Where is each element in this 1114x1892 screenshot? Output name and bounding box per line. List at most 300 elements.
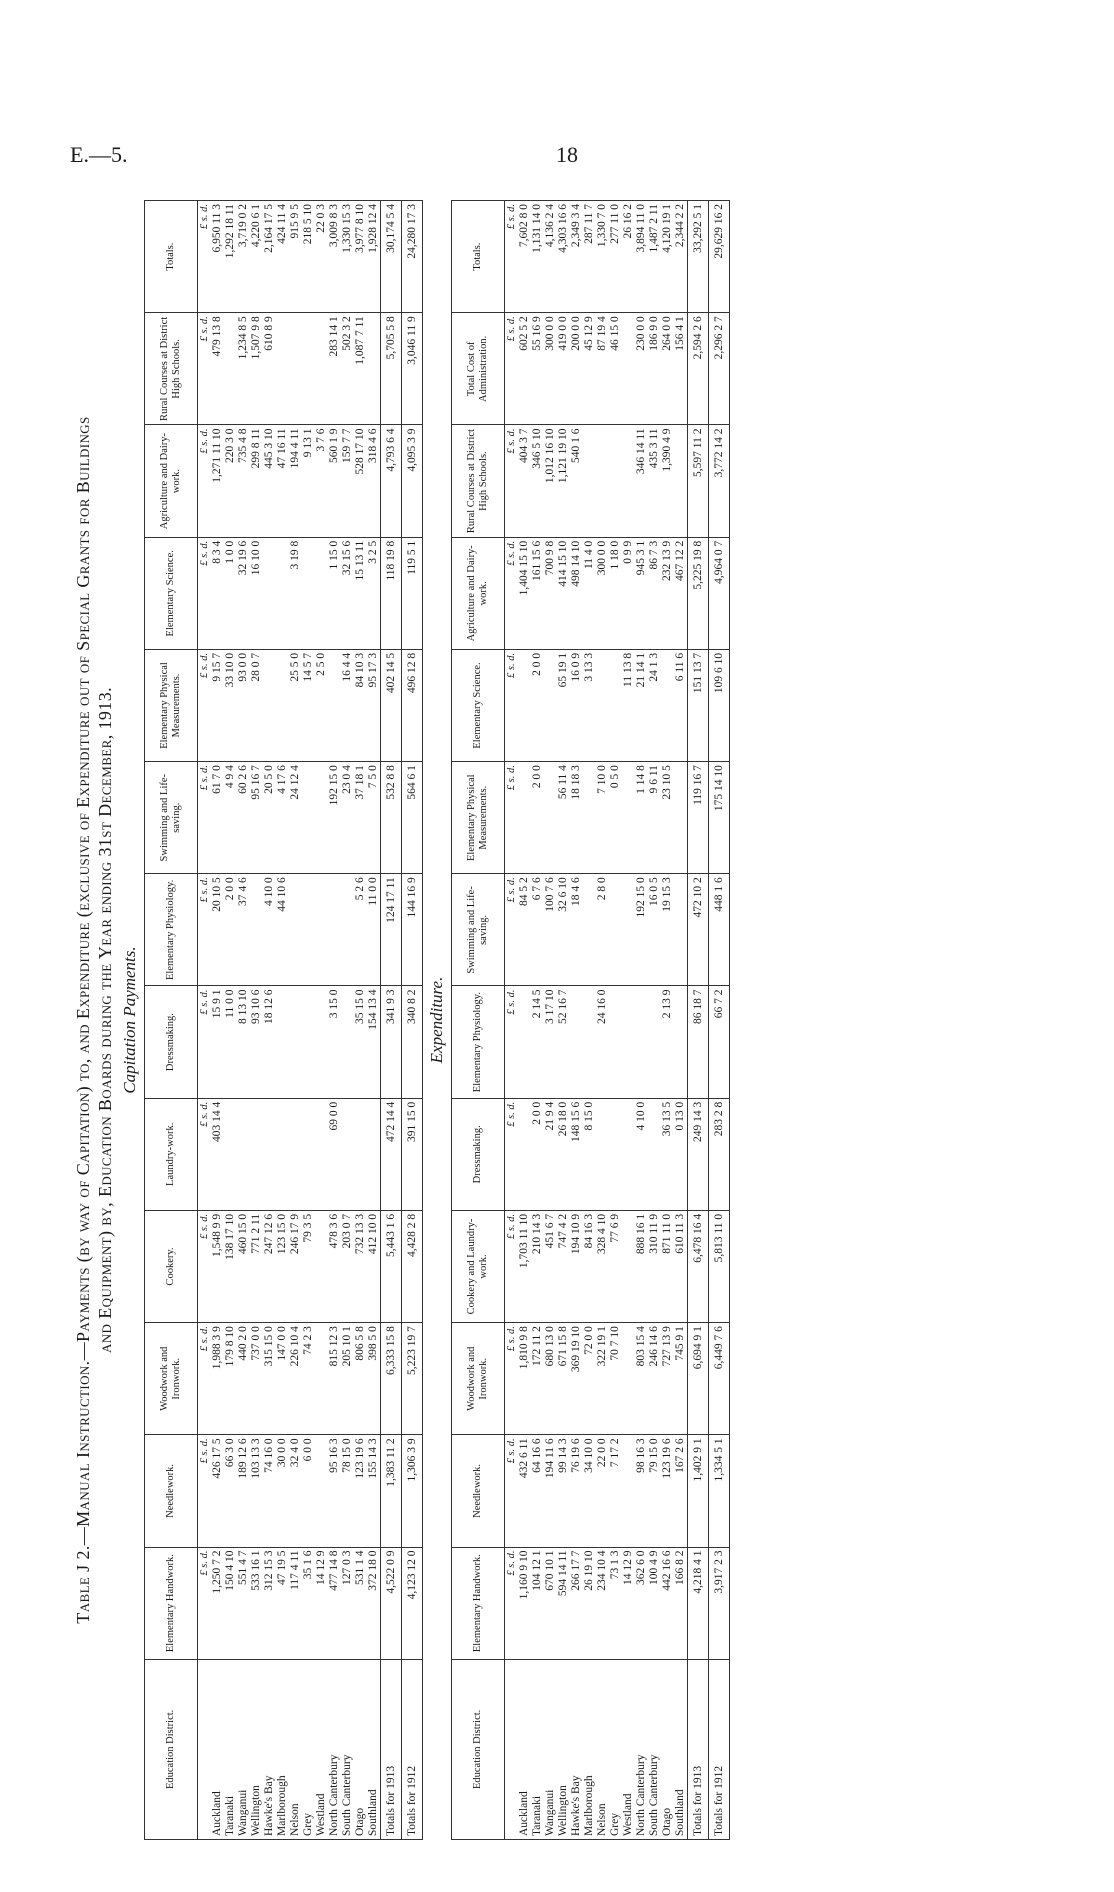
- total-cell: 5,223 19 7: [402, 1323, 423, 1435]
- table-row: [674, 201, 688, 1840]
- total-cell: 4,218 4 1: [688, 1547, 709, 1659]
- table-row: [250, 201, 263, 1840]
- title-line-1: Table J 2.—Manual Instruction.—Payments (by way of Capitation) to, and Expenditure (exclusive of Expenditure out of Special Grants for Buildings: [73, 416, 93, 1624]
- table-row: [315, 201, 328, 1840]
- amount-cell: 205 10 1: [341, 1323, 354, 1435]
- total-cell: 341 9 3: [381, 986, 402, 1098]
- column-header: Needlework.: [145, 1435, 198, 1547]
- amount-cell: [302, 313, 315, 425]
- amount-cell: 192 15 0: [328, 762, 341, 874]
- amount-cell: 3 15 0: [328, 986, 341, 1098]
- amount-cell: 1,292 18 11: [224, 201, 237, 313]
- amount-cell: 369 19 10: [570, 1323, 583, 1435]
- amount-cell: 32 15 6: [341, 537, 354, 649]
- totals-label: Totals for 1913: [688, 1659, 709, 1839]
- amount-cell: 24 1 3: [648, 649, 661, 761]
- table-row: [544, 201, 557, 1840]
- amount-cell: [674, 762, 688, 874]
- amount-cell: [674, 986, 688, 1098]
- unit-cell: £ s. d.: [198, 1323, 212, 1435]
- amount-cell: [263, 537, 276, 649]
- table-row: [609, 201, 622, 1840]
- amount-cell: 156 4 1: [674, 313, 688, 425]
- amount-cell: 148 15 6: [570, 1098, 583, 1210]
- unit-cell: £ s. d.: [505, 762, 519, 874]
- amount-cell: [609, 1098, 622, 1210]
- table-row: [570, 201, 583, 1840]
- amount-cell: 2 0 0: [531, 1098, 544, 1210]
- amount-cell: 277 11 0: [609, 201, 622, 313]
- district-name: Westland: [622, 1659, 635, 1839]
- unit-cell: £ s. d.: [198, 874, 212, 986]
- amount-cell: [583, 425, 596, 537]
- unit-row: [505, 201, 519, 1840]
- amount-cell: 33 10 0: [224, 649, 237, 761]
- district-name: Hawke's Bay: [570, 1659, 583, 1839]
- amount-cell: 445 3 10: [263, 425, 276, 537]
- total-cell: 4,095 3 9: [402, 425, 423, 537]
- district-name: Taranaki: [224, 1659, 237, 1839]
- amount-cell: 35 1 6: [302, 1547, 315, 1659]
- table-row: [557, 201, 570, 1840]
- amount-cell: 700 9 8: [544, 537, 557, 649]
- amount-cell: 147 0 0: [276, 1323, 289, 1435]
- unit-cell: £ s. d.: [505, 986, 519, 1098]
- amount-cell: [315, 986, 328, 1098]
- total-cell: 119 5 1: [402, 537, 423, 649]
- section-title: Capitation Payments.: [120, 946, 139, 1094]
- column-header: Rural Courses at District High Schools.: [452, 425, 505, 537]
- amount-cell: 732 13 3: [354, 1210, 367, 1322]
- amount-cell: 200 0 0: [570, 313, 583, 425]
- table-row: [596, 201, 609, 1840]
- amount-cell: [341, 874, 354, 986]
- amount-cell: 7 17 2: [609, 1435, 622, 1547]
- table-row: [367, 201, 381, 1840]
- amount-cell: 1,330 7 0: [596, 201, 609, 313]
- unit-cell: £ s. d.: [198, 201, 212, 313]
- amount-cell: 11 0 0: [367, 874, 381, 986]
- amount-cell: [622, 1098, 635, 1210]
- amount-cell: [289, 313, 302, 425]
- unit-cell: £ s. d.: [198, 425, 212, 537]
- amount-cell: 426 17 5: [211, 1435, 224, 1547]
- amount-cell: 747 4 2: [557, 1210, 570, 1322]
- amount-cell: 95 16 7: [250, 762, 263, 874]
- total-cell: 66 7 2: [709, 986, 730, 1098]
- amount-cell: 117 4 11: [289, 1547, 302, 1659]
- section-title: Expenditure.: [427, 976, 446, 1064]
- amount-cell: 26 16 2: [622, 201, 635, 313]
- total-cell: 144 16 9: [402, 874, 423, 986]
- amount-cell: 22 0 0: [596, 1435, 609, 1547]
- total-cell: 391 15 0: [402, 1098, 423, 1210]
- column-header: Elementary Handwork.: [452, 1547, 505, 1659]
- table-row: [518, 201, 531, 1840]
- amount-cell: 300 0 0: [544, 313, 557, 425]
- amount-cell: [276, 986, 289, 1098]
- district-name: Grey: [609, 1659, 622, 1839]
- unit-cell: £ s. d.: [198, 313, 212, 425]
- total-cell: 2,296 2 7: [709, 313, 730, 425]
- total-cell: 283 2 8: [709, 1098, 730, 1210]
- amount-cell: [609, 649, 622, 761]
- amount-cell: 442 16 6: [661, 1547, 674, 1659]
- amount-cell: 1,703 11 10: [518, 1210, 531, 1322]
- table-row: [302, 201, 315, 1840]
- amount-cell: 69 0 0: [328, 1098, 341, 1210]
- amount-cell: [674, 425, 688, 537]
- amount-cell: [354, 1098, 367, 1210]
- table-row: [635, 201, 648, 1840]
- amount-cell: 1,234 8 5: [237, 313, 250, 425]
- amount-cell: 37 4 6: [237, 874, 250, 986]
- total-cell: 340 8 2: [402, 986, 423, 1098]
- amount-cell: 346 14 11: [635, 425, 648, 537]
- column-header: Total Cost of Administration.: [452, 313, 505, 425]
- amount-cell: 424 11 4: [276, 201, 289, 313]
- total-cell: 1,402 9 1: [688, 1435, 709, 1547]
- amount-cell: [315, 1210, 328, 1322]
- district-name: Auckland: [518, 1659, 531, 1839]
- amount-cell: [622, 1435, 635, 1547]
- total-cell: 448 1 6: [709, 874, 730, 986]
- amount-cell: 737 0 0: [250, 1323, 263, 1435]
- total-cell: 5,705 5 8: [381, 313, 402, 425]
- unit-cell: [505, 1659, 519, 1839]
- unit-cell: £ s. d.: [198, 1098, 212, 1210]
- total-cell: 4,428 2 8: [402, 1210, 423, 1322]
- unit-cell: £ s. d.: [505, 1547, 519, 1659]
- amount-cell: 2 0 0: [531, 762, 544, 874]
- total-cell: 6,478 16 4: [688, 1210, 709, 1322]
- amount-cell: [263, 649, 276, 761]
- amount-cell: 218 5 10: [302, 201, 315, 313]
- amount-cell: 52 16 7: [557, 986, 570, 1098]
- amount-cell: 246 14 6: [648, 1323, 661, 1435]
- amount-cell: 100 4 9: [648, 1547, 661, 1659]
- amount-cell: [596, 649, 609, 761]
- amount-cell: 362 6 0: [635, 1547, 648, 1659]
- amount-cell: [302, 874, 315, 986]
- amount-cell: 79 15 0: [648, 1435, 661, 1547]
- amount-cell: [544, 649, 557, 761]
- amount-cell: 1,012 16 10: [544, 425, 557, 537]
- amount-cell: 210 14 3: [531, 1210, 544, 1322]
- amount-cell: 1,131 14 0: [531, 201, 544, 313]
- column-header: Elementary Physical Measurements.: [145, 649, 198, 761]
- amount-cell: 26 18 0: [557, 1098, 570, 1210]
- amount-cell: 9 6 11: [648, 762, 661, 874]
- amount-cell: 14 5 7: [302, 649, 315, 761]
- amount-cell: [276, 313, 289, 425]
- amount-cell: 24 12 4: [289, 762, 302, 874]
- amount-cell: 18 12 6: [263, 986, 276, 1098]
- amount-cell: [622, 313, 635, 425]
- amount-cell: [328, 874, 341, 986]
- total-cell: 1,383 11 2: [381, 1435, 402, 1547]
- amount-cell: 203 0 7: [341, 1210, 354, 1322]
- amount-cell: 11 13 8: [622, 649, 635, 761]
- amount-cell: 18 18 3: [570, 762, 583, 874]
- amount-cell: 74 16 0: [263, 1435, 276, 1547]
- district-name: Southland: [674, 1659, 688, 1839]
- amount-cell: [302, 986, 315, 1098]
- amount-cell: 7,602 8 0: [518, 201, 531, 313]
- total-cell: 1,306 3 9: [402, 1435, 423, 1547]
- unit-cell: £ s. d.: [198, 762, 212, 874]
- amount-cell: 86 7 3: [648, 537, 661, 649]
- amount-cell: 37 18 1: [354, 762, 367, 874]
- amount-cell: 194 4 11: [289, 425, 302, 537]
- amount-cell: 2 14 5: [531, 986, 544, 1098]
- district-name: Southland: [367, 1659, 381, 1839]
- amount-cell: [263, 1098, 276, 1210]
- amount-cell: [224, 313, 237, 425]
- amount-cell: 11 0 0: [224, 986, 237, 1098]
- amount-cell: 78 15 0: [341, 1435, 354, 1547]
- amount-cell: 28 0 7: [250, 649, 263, 761]
- amount-cell: 7 5 0: [367, 762, 381, 874]
- unit-cell: £ s. d.: [198, 649, 212, 761]
- amount-cell: 138 17 10: [224, 1210, 237, 1322]
- amount-cell: [250, 1098, 263, 1210]
- amount-cell: 226 10 4: [289, 1323, 302, 1435]
- amount-cell: 264 0 0: [661, 313, 674, 425]
- amount-cell: 419 0 0: [557, 313, 570, 425]
- amount-cell: 16 0 9: [570, 649, 583, 761]
- column-header: Elementary Physiology.: [145, 874, 198, 986]
- total-cell: 3,917 2 3: [709, 1547, 730, 1659]
- total-cell: 6,694 9 1: [688, 1323, 709, 1435]
- column-header: Cookery and Laundry-work.: [452, 1210, 505, 1322]
- amount-cell: 22 0 3: [315, 201, 328, 313]
- amount-cell: 166 8 2: [674, 1547, 688, 1659]
- amount-cell: 3 7 6: [315, 425, 328, 537]
- amount-cell: 186 9 0: [648, 313, 661, 425]
- amount-cell: 467 12 2: [674, 537, 688, 649]
- amount-cell: [674, 874, 688, 986]
- amount-cell: [622, 425, 635, 537]
- amount-cell: 803 15 4: [635, 1323, 648, 1435]
- unit-cell: £ s. d.: [505, 1323, 519, 1435]
- amount-cell: [315, 762, 328, 874]
- amount-cell: 189 12 6: [237, 1435, 250, 1547]
- table-row: [341, 201, 354, 1840]
- amount-cell: 123 15 0: [276, 1210, 289, 1322]
- amount-cell: 14 12 9: [622, 1547, 635, 1659]
- amount-cell: 8 3 4: [211, 537, 224, 649]
- totals-label: Totals for 1913: [381, 1659, 402, 1839]
- amount-cell: 533 16 1: [250, 1547, 263, 1659]
- amount-cell: 23 10 5: [661, 762, 674, 874]
- amount-cell: 322 19 1: [596, 1323, 609, 1435]
- unit-cell: £ s. d.: [505, 1098, 519, 1210]
- amount-cell: 16 10 0: [250, 537, 263, 649]
- amount-cell: 478 3 6: [328, 1210, 341, 1322]
- column-header: Agriculture and Dairy-work.: [145, 425, 198, 537]
- amount-cell: [635, 986, 648, 1098]
- amount-cell: 610 11 3: [674, 1210, 688, 1322]
- amount-cell: 1 18 0: [609, 537, 622, 649]
- amount-cell: 87 19 4: [596, 313, 609, 425]
- amount-cell: 871 11 0: [661, 1210, 674, 1322]
- district-name: Otago: [354, 1659, 367, 1839]
- amount-cell: 670 10 1: [544, 1547, 557, 1659]
- amount-cell: 19 15 3: [661, 874, 674, 986]
- amount-cell: [609, 874, 622, 986]
- column-header: Agriculture and Dairy-work.: [452, 537, 505, 649]
- amount-cell: 4 10 0: [263, 874, 276, 986]
- amount-cell: 123 19 6: [354, 1435, 367, 1547]
- totals-label: Totals for 1912: [402, 1659, 423, 1839]
- amount-cell: 2 5 0: [315, 649, 328, 761]
- amount-cell: [583, 986, 596, 1098]
- amount-cell: [648, 986, 661, 1098]
- amount-cell: 64 16 6: [531, 1435, 544, 1547]
- unit-cell: £ s. d.: [198, 1210, 212, 1322]
- amount-cell: [224, 1098, 237, 1210]
- amount-cell: 4 9 4: [224, 762, 237, 874]
- amount-cell: [596, 425, 609, 537]
- amount-cell: 502 3 2: [341, 313, 354, 425]
- amount-cell: [583, 762, 596, 874]
- total-cell: 109 6 10: [709, 649, 730, 761]
- amount-cell: [302, 537, 315, 649]
- amount-cell: [315, 1323, 328, 1435]
- amount-cell: 0 9 9: [622, 537, 635, 649]
- district-name: North Canterbury: [635, 1659, 648, 1839]
- amount-cell: 560 1 9: [328, 425, 341, 537]
- total-cell: 2,594 2 6: [688, 313, 709, 425]
- amount-cell: 77 6 9: [609, 1210, 622, 1322]
- amount-cell: 1,548 9 9: [211, 1210, 224, 1322]
- amount-cell: [583, 874, 596, 986]
- amount-cell: 2 13 9: [661, 986, 674, 1098]
- amount-cell: 372 18 0: [367, 1547, 381, 1659]
- amount-cell: 945 3 1: [635, 537, 648, 649]
- amount-cell: [622, 1323, 635, 1435]
- amount-cell: 84 16 3: [583, 1210, 596, 1322]
- unit-cell: £ s. d.: [198, 537, 212, 649]
- amount-cell: 21 14 1: [635, 649, 648, 761]
- district-name: Marlborough: [276, 1659, 289, 1839]
- table-row: [289, 201, 302, 1840]
- amount-cell: 20 5 0: [263, 762, 276, 874]
- amount-cell: [544, 762, 557, 874]
- total-cell: 3,772 14 2: [709, 425, 730, 537]
- amount-cell: 76 19 6: [570, 1435, 583, 1547]
- amount-cell: 24 16 0: [596, 986, 609, 1098]
- amount-cell: 45 12 9: [583, 313, 596, 425]
- amount-cell: 32 4 0: [289, 1435, 302, 1547]
- amount-cell: 4,136 2 4: [544, 201, 557, 313]
- column-header: Education District.: [145, 1659, 198, 1839]
- amount-cell: 6 7 6: [531, 874, 544, 986]
- capitation-payments-table: [144, 200, 423, 1840]
- amount-cell: [622, 874, 635, 986]
- amount-cell: 155 14 3: [367, 1435, 381, 1547]
- amount-cell: 66 3 0: [224, 1435, 237, 1547]
- amount-cell: 610 8 9: [263, 313, 276, 425]
- district-name: Wellington: [557, 1659, 570, 1839]
- amount-cell: 192 15 0: [635, 874, 648, 986]
- column-header: Swimming and Life-saving.: [452, 874, 505, 986]
- column-header: Woodwork and Ironwork.: [145, 1323, 198, 1435]
- table-sections: [120, 200, 730, 1840]
- amount-cell: [289, 874, 302, 986]
- unit-cell: £ s. d.: [505, 874, 519, 986]
- amount-cell: 30 0 0: [276, 1435, 289, 1547]
- amount-cell: 1,160 9 10: [518, 1547, 531, 1659]
- amount-cell: 771 2 11: [250, 1210, 263, 1322]
- page-number: 18: [556, 142, 578, 167]
- table-title: [72, 200, 116, 1840]
- amount-cell: 247 12 6: [263, 1210, 276, 1322]
- amount-cell: 551 4 7: [237, 1547, 250, 1659]
- column-header: Elementary Science.: [145, 537, 198, 649]
- amount-cell: 154 13 4: [367, 986, 381, 1098]
- amount-cell: 14 12 9: [315, 1547, 328, 1659]
- amount-cell: 531 1 4: [354, 1547, 367, 1659]
- amount-cell: 123 19 6: [661, 1435, 674, 1547]
- total-cell: 151 13 7: [688, 649, 709, 761]
- amount-cell: [289, 1098, 302, 1210]
- district-name: Otago: [661, 1659, 674, 1839]
- amount-cell: 32 19 6: [237, 537, 250, 649]
- amount-cell: 540 1 6: [570, 425, 583, 537]
- totals-row: [381, 201, 402, 1840]
- amount-cell: 287 11 7: [583, 201, 596, 313]
- amount-cell: 172 11 2: [531, 1323, 544, 1435]
- amount-cell: 888 16 1: [635, 1210, 648, 1322]
- table-row: [531, 201, 544, 1840]
- totals-label: Totals for 1912: [709, 1659, 730, 1839]
- amount-cell: 3,894 11 0: [635, 201, 648, 313]
- column-header: Elementary Science.: [452, 649, 505, 761]
- amount-cell: 1,988 3 9: [211, 1323, 224, 1435]
- amount-cell: 234 10 4: [596, 1547, 609, 1659]
- amount-cell: [518, 1098, 531, 1210]
- amount-cell: 435 3 11: [648, 425, 661, 537]
- amount-cell: 167 2 6: [674, 1435, 688, 1547]
- amount-cell: [596, 1098, 609, 1210]
- amount-cell: 451 6 7: [544, 1210, 557, 1322]
- amount-cell: [315, 874, 328, 986]
- table-row: [622, 201, 635, 1840]
- amount-cell: 95 16 3: [328, 1435, 341, 1547]
- amount-cell: 44 10 6: [276, 874, 289, 986]
- amount-cell: 3,977 8 10: [354, 201, 367, 313]
- amount-cell: [518, 649, 531, 761]
- header-row: [145, 201, 198, 1840]
- amount-cell: 4,220 6 1: [250, 201, 263, 313]
- amount-cell: [276, 649, 289, 761]
- district-name: Taranaki: [531, 1659, 544, 1839]
- amount-cell: 0 13 0: [674, 1098, 688, 1210]
- amount-cell: 727 13 9: [661, 1323, 674, 1435]
- amount-cell: 150 4 10: [224, 1547, 237, 1659]
- amount-cell: 16 0 5: [648, 874, 661, 986]
- amount-cell: 602 5 2: [518, 313, 531, 425]
- total-cell: 4,793 6 4: [381, 425, 402, 537]
- district-name: South Canterbury: [648, 1659, 661, 1839]
- amount-cell: [328, 649, 341, 761]
- table-row: [354, 201, 367, 1840]
- amount-cell: 70 7 10: [609, 1323, 622, 1435]
- amount-cell: 498 14 10: [570, 537, 583, 649]
- column-header: Elementary Handwork.: [145, 1547, 198, 1659]
